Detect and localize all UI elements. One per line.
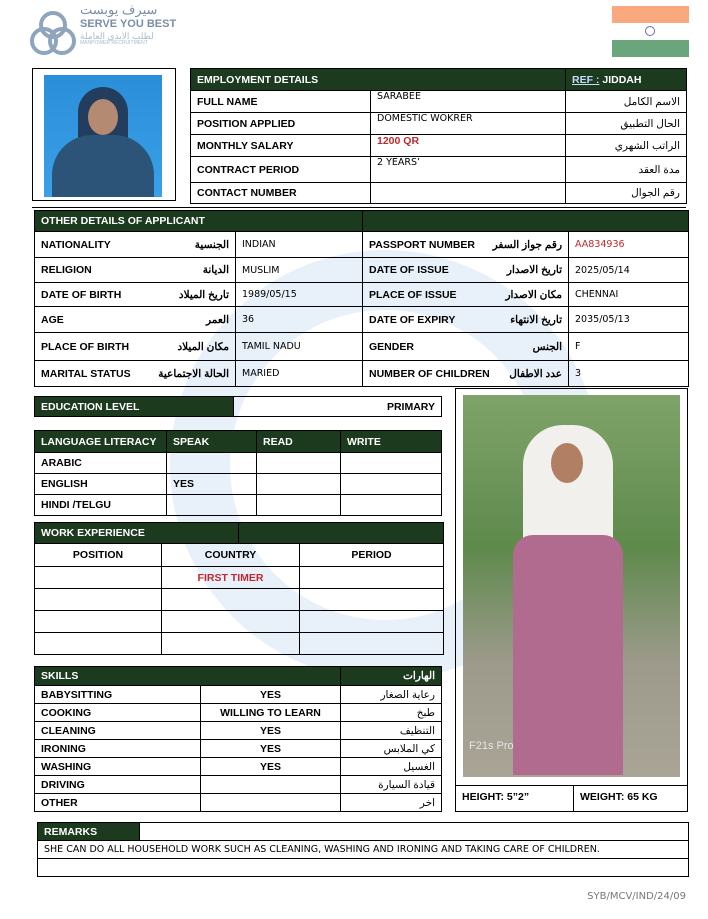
field-value: 2025/05/14 [569,258,689,283]
field-label-cell [363,333,569,361]
work-country [162,611,300,633]
skill-row [35,704,442,722]
other-details-title: OTHER DETAILS OF APPLICANT [35,211,363,232]
skill-name-ar: التنظيف [341,722,442,740]
logo-arabic-sub: لطلب الايدي العاملة [80,30,154,41]
salary-value: 1200 QR [371,135,566,157]
field-label: CONTACT NUMBER [191,183,371,204]
contract-value: 2 YEARS’ [371,157,566,183]
logo-arabic: سيرف يوبست [80,2,158,17]
position-value: DOMESTIC WOKRER [371,113,566,135]
work-position [35,633,162,655]
skill-value: YES [201,758,341,776]
language-cell [341,453,442,474]
field-label: NUMBER OF CHILDREN [369,367,490,380]
skill-name-ar: اخر [341,794,442,812]
field-label: CONTRACT PERIOD [191,157,371,183]
field-value: 3 [569,361,689,387]
speak-header: SPEAK [167,431,257,453]
skill-name: COOKING [35,704,201,722]
remarks-table [37,822,689,877]
field-label-ar: تاريخ الميلاد [178,288,229,301]
field-label: PLACE OF BIRTH [41,340,130,353]
language-cell [257,474,341,495]
field-label-ar: الحال التطبيق [566,113,687,135]
skill-name-ar: رعاية الصغار [341,686,442,704]
work-experience-title: WORK EXPERIENCE [35,523,239,544]
employment-details-table [190,68,687,204]
field-label: FULL NAME [191,91,371,113]
field-label-cell [35,258,236,283]
skill-name: BABYSITTING [35,686,201,704]
field-label-ar: الجنسية [194,238,229,251]
table-row [35,283,689,307]
field-label: PLACE OF ISSUE [369,288,457,301]
work-country: FIRST TIMER [162,567,300,589]
education-table [34,396,442,417]
field-label-cell [35,307,236,333]
field-label-ar: تاريخ الاصدار [506,264,563,276]
document-code: SYB/MCV/IND/24/09 [587,891,686,902]
work-country [162,589,300,611]
field-label-ar: مكان الميلاد [177,340,229,353]
table-row [35,232,689,258]
field-label-cell [35,361,236,387]
field-value: INDIAN [236,232,363,258]
skill-row [35,740,442,758]
divider [32,207,686,208]
language-name: ARABIC [35,453,167,474]
field-label-cell [35,232,236,258]
work-row [35,567,444,589]
language-name: ENGLISH [35,474,167,495]
skill-value: WILLING TO LEARN [201,704,341,722]
country-header: COUNTRY [162,544,300,567]
skill-name-ar: طبخ [341,704,442,722]
language-header: LANGUAGE LITERACY [35,431,167,453]
field-label-ar: الحالة الاجتماعية [158,367,229,380]
language-cell [167,453,257,474]
write-header: WRITE [341,431,442,453]
field-label-ar: الاسم الكامل [566,91,687,113]
work-period [300,589,444,611]
field-label-cell [35,333,236,361]
full-body-photo [463,395,680,777]
skill-value: YES [201,722,341,740]
field-label: RELIGION [41,264,92,276]
remarks-text: SHE CAN DO ALL HOUSEHOLD WORK SUCH AS CLEANING, WASHING AND IRONING AND TAKING CARE OF CHILDREN. [38,841,689,859]
skill-value: YES [201,740,341,758]
india-flag [612,6,689,57]
field-value: MUSLIM [236,258,363,283]
position-header: POSITION [35,544,162,567]
skill-name: WASHING [35,758,201,776]
field-label-ar: رقم جواز السفر [492,238,563,251]
education-value: PRIMARY [234,397,442,417]
field-label: MARITAL STATUS [41,367,131,380]
work-period [300,633,444,655]
skill-name: DRIVING [35,776,201,794]
field-label: DATE OF BIRTH [41,288,122,301]
skill-name: CLEANING [35,722,201,740]
skill-name: IRONING [35,740,201,758]
language-row [35,453,442,474]
skill-row [35,776,442,794]
language-cell [257,495,341,516]
height-value: HEIGHT: 5”2” [462,791,530,803]
language-cell [167,495,257,516]
field-label-ar: مكان الاصدار [505,288,563,301]
field-label: DATE OF EXPIRY [369,313,456,326]
skill-name-ar: قيادة السيارة [341,776,442,794]
language-cell [257,453,341,474]
language-row [35,495,442,516]
logo-sub: MANPOWER RECRUITMENT [80,39,148,46]
work-row [35,589,444,611]
other-details-table [34,210,689,387]
skill-name: OTHER [35,794,201,812]
education-label: EDUCATION LEVEL [35,397,234,417]
work-experience-table [34,522,444,655]
field-value: AA834936 [569,232,689,258]
work-period [300,611,444,633]
work-position [35,589,162,611]
field-value: 2035/05/13 [569,307,689,333]
work-row [35,633,444,655]
field-label-ar: مدة العقد [566,157,687,183]
field-label-cell [363,283,569,307]
field-label-ar: تاريخ الانتهاء [510,313,563,326]
field-label-ar: الديانة [202,264,229,276]
field-label: AGE [41,313,64,326]
read-header: READ [257,431,341,453]
field-label-cell [363,307,569,333]
table-row [35,307,689,333]
ref-label: REF : [572,73,600,86]
skill-row [35,758,442,776]
field-label: GENDER [369,340,414,353]
language-table [34,430,442,516]
work-position [35,567,162,589]
field-value: 36 [236,307,363,333]
photo-camera-stamp: F21s Pro [469,740,514,752]
skill-value [201,794,341,812]
weight-value: WEIGHT: 65 KG [580,791,658,803]
skill-value: YES [201,686,341,704]
field-label-ar: العمر [205,313,229,326]
field-label: DATE OF ISSUE [369,264,449,276]
skills-table [34,666,442,812]
passport-photo-frame [32,68,176,201]
language-row [35,474,442,495]
field-value: 1989/05/15 [236,283,363,307]
language-cell [341,495,442,516]
full-name-value: SARABEE [371,91,566,113]
field-value: CHENNAI [569,283,689,307]
passport-photo [44,75,162,197]
table-row [35,361,689,387]
field-label: POSITION APPLIED [191,113,371,135]
language-name: HINDI /TELGU [35,495,167,516]
work-row [35,611,444,633]
skill-name-ar: الغسيل [341,758,442,776]
field-label: PASSPORT NUMBER [369,238,475,251]
skill-name-ar: كي الملابس [341,740,442,758]
field-label-cell [363,232,569,258]
field-value: TAMIL NADU [236,333,363,361]
work-period [300,567,444,589]
work-country [162,633,300,655]
work-position [35,611,162,633]
skill-row [35,722,442,740]
contact-value [371,183,566,204]
table-row [35,333,689,361]
field-label: MONTHLY SALARY [191,135,371,157]
language-cell [341,474,442,495]
ref-value: JIDDAH [602,73,642,86]
company-logo [30,3,180,65]
field-label-cell [363,361,569,387]
skill-row [35,794,442,812]
logo-knot-icon [30,9,76,57]
table-row [35,258,689,283]
skills-title: SKILLS [35,667,341,686]
field-label-cell [35,283,236,307]
period-header: PERIOD [300,544,444,567]
language-cell: YES [167,474,257,495]
field-label-ar: عدد الاطفال [509,367,563,380]
field-label-cell [363,258,569,283]
field-label-ar: الجنس [532,340,563,353]
employment-title: EMPLOYMENT DETAILS [191,69,566,91]
skill-value [201,776,341,794]
field-label-ar: الراتب الشهري [566,135,687,157]
logo-english: SERVE YOU BEST [80,17,177,30]
skill-row [35,686,442,704]
field-value: F [569,333,689,361]
full-photo-frame [455,388,688,812]
remarks-title: REMARKS [38,823,140,841]
field-value: MARIED [236,361,363,387]
skills-title-ar: الهارات [341,667,442,686]
field-label-ar: رقم الجوال [566,183,687,204]
field-label: NATIONALITY [41,238,111,251]
